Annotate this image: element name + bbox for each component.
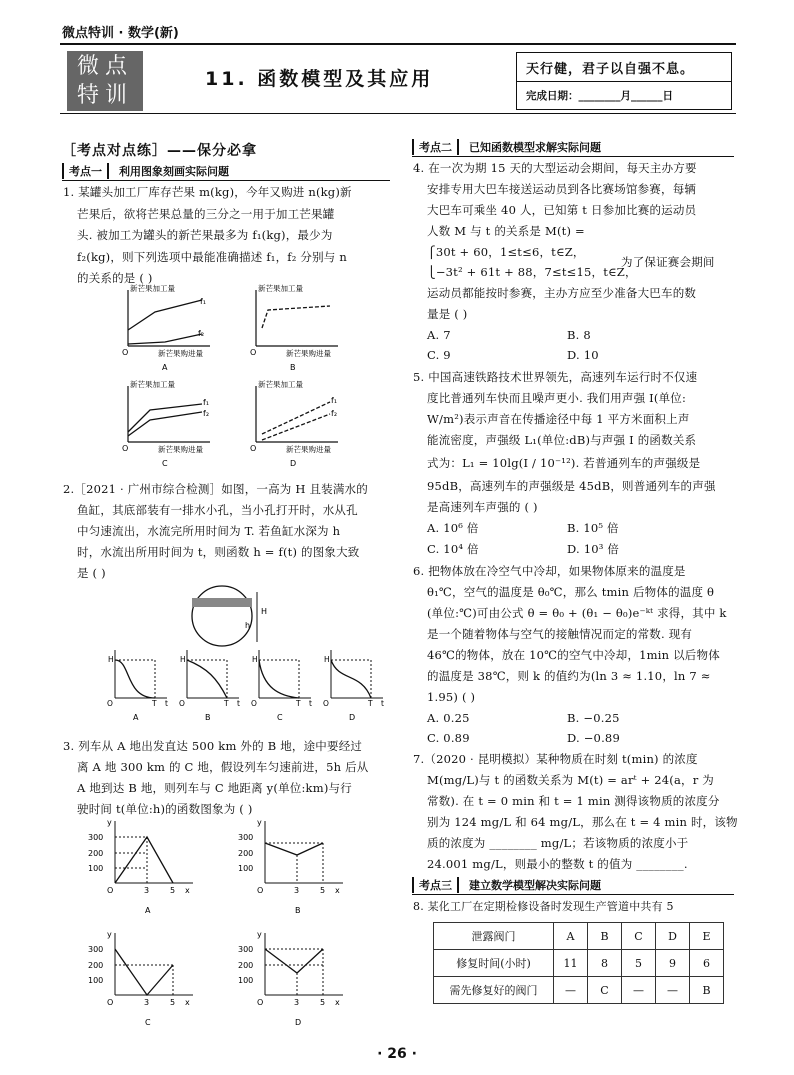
topic-tag: 考点一	[62, 163, 109, 179]
q2a-t: t	[165, 699, 168, 708]
q2-graph-d	[323, 650, 384, 722]
tag-box-line-2: 特训	[76, 83, 133, 108]
table-row	[434, 977, 724, 1004]
q1-graph-d	[250, 379, 338, 468]
q3-graph-b	[238, 818, 343, 915]
q3-figure	[85, 815, 385, 1035]
q5-line: 度比普通列车快而且噪声更小. 我们用声强 I(单位:	[427, 391, 687, 405]
q3d-ytick: 200	[238, 961, 254, 970]
q2-line: 2.［2021 · 广州市综合检测］如图，一高为 H 且装满水的	[63, 482, 368, 496]
q2c-T: T	[296, 699, 301, 708]
q1b-option: B	[290, 363, 296, 372]
q4-piece-2: ⎩−3t² + 61t + 88，7≤t≤15，t∈Z，	[427, 265, 637, 279]
q3a-origin: O	[107, 886, 114, 895]
page-number: · 26 ·	[377, 1046, 417, 1062]
q2b-O: O	[179, 699, 185, 708]
q3a-xlabel: x	[185, 886, 190, 895]
q1c-xlabel: 新芒果购进量	[158, 445, 203, 454]
q6-option: C. 0.89	[427, 731, 470, 745]
q7-line: 质的浓度为 ________ mg/L；若该物质的浓度小于	[427, 836, 689, 850]
q3-line: 3. 列车从 A 地出发直达 500 km 外的 B 地，途中要经过	[63, 739, 363, 753]
q2d-O: O	[323, 699, 329, 708]
q3d-ytick: 300	[238, 945, 254, 954]
topic-1-rule	[62, 180, 390, 181]
q6-line: 6. 把物体放在冷空气中冷却，如果物体原来的温度是	[413, 564, 686, 578]
q2a-option: A	[133, 713, 139, 722]
q1-line: 芒果后，欲将芒果总量的三分之一用于加工芒果罐	[77, 207, 335, 221]
q3b-ytick: 100	[238, 864, 254, 873]
q3b-ytick: 200	[238, 849, 254, 858]
topic-2-heading	[412, 139, 601, 155]
q3c-ylabel: y	[107, 930, 112, 939]
q5-option: C. 10⁴ 倍	[427, 542, 479, 556]
q1-graph-a	[122, 283, 210, 372]
q1d-xlabel: 新芒果购进量	[286, 445, 331, 454]
table-cell: A	[554, 923, 588, 950]
table-cell: 9	[656, 950, 690, 977]
q4-line: 运动员都能按时参赛，主办方应至少准备大巴车的数	[427, 286, 697, 300]
q1b-ylabel: 新芒果加工量	[258, 284, 303, 293]
q3a-xtick: 5	[170, 886, 176, 895]
q4-line: 人数 M 与 t 的关系是 M(t) =	[427, 224, 585, 238]
q3d-xlabel: x	[335, 998, 340, 1007]
q5-option: A. 10⁶ 倍	[427, 521, 479, 535]
q2a-H: H	[108, 655, 114, 664]
q3-line: 离 A 地 300 km 的 C 地，假设列车匀速前进，5h 后从	[77, 760, 369, 774]
table-cell: B	[588, 923, 622, 950]
q7-line: M(mg/L)与 t 的函数关系为 M(t) = arᵗ + 24(a，r 为	[427, 773, 714, 787]
motto: 天行健，君子以自强不息。	[526, 62, 695, 77]
table-cell: B	[690, 977, 724, 1004]
q4-option: A. 7	[427, 328, 451, 342]
q3c-ytick: 200	[88, 961, 104, 970]
topic-3-rule	[412, 894, 734, 895]
q2d-t: t	[381, 699, 384, 708]
q2-graph-a	[107, 650, 168, 722]
q3d-xtick: 5	[320, 998, 326, 1007]
q1-line: 头. 被加工为罐头的新芒果最多为 f₁(kg)，最少为	[77, 228, 333, 242]
q3d-ytick: 100	[238, 976, 254, 985]
q3a-ytick: 100	[88, 864, 104, 873]
q5-line: 5. 中国高速铁路技术世界领先，高速列车运行时不仅速	[413, 370, 698, 384]
q2c-option: C	[277, 713, 283, 722]
q1d-ylabel: 新芒果加工量	[258, 380, 303, 389]
table-cell: 修复时间(小时)	[434, 950, 554, 977]
q2b-H: H	[180, 655, 186, 664]
q2c-H: H	[252, 655, 258, 664]
fish-tank	[192, 586, 267, 646]
q1b-origin: O	[250, 348, 257, 357]
q2b-option: B	[205, 713, 211, 722]
q7-line: 别为 124 mg/L 和 64 mg/L，那么在 t = 4 min 时，该物	[427, 815, 738, 829]
q4-line: 大巴车可乘坐 40 人，已知第 t 日参加比赛的运动员	[427, 203, 697, 217]
q3c-xlabel: x	[185, 998, 190, 1007]
header-bottom-rule	[60, 113, 736, 114]
q3b-origin: O	[257, 886, 264, 895]
q2d-T: T	[368, 699, 373, 708]
table-cell: C	[588, 977, 622, 1004]
q2b-t: t	[237, 699, 240, 708]
q1a-f1: f₁	[200, 297, 207, 306]
q6-option: B. −0.25	[567, 711, 620, 725]
q1-graph-c	[122, 379, 210, 468]
q6-line: θ₁℃，空气的温度是 θ₀℃，那么 tmin 后物体的温度 θ	[427, 585, 715, 599]
q6-line: 1.95) ( )	[427, 690, 476, 704]
q1a-option: A	[162, 363, 168, 372]
q4-line: 4. 在一次为期 15 天的大型运动会期间，每天主办方要	[413, 161, 697, 175]
header-rule	[60, 43, 736, 45]
q1c-f1: f₁	[203, 398, 210, 407]
q4-option: D. 10	[567, 348, 599, 362]
q4-option: C. 9	[427, 348, 451, 362]
q3d-option: D	[295, 1018, 302, 1027]
q3c-origin: O	[107, 998, 114, 1007]
q5-option: B. 10⁵ 倍	[567, 521, 619, 535]
q1c-option: C	[162, 459, 168, 468]
q1c-f2: f₂	[203, 409, 210, 418]
q3b-xtick: 3	[294, 886, 300, 895]
q3b-ytick: 300	[238, 833, 254, 842]
table-cell: —	[622, 977, 656, 1004]
q1d-f1: f₁	[331, 396, 338, 405]
q3-graph-c	[88, 930, 193, 1027]
q3-line: A 地到达 B 地，则列车与 C 地距离 y(单位:km)与行	[77, 781, 352, 795]
table-cell: —	[554, 977, 588, 1004]
q3-line: 驶时间 t(单位:h)的函数图象为 ( )	[77, 802, 253, 816]
q3-graph-d	[238, 930, 343, 1027]
q2-line: 鱼缸，其底部装有一排水小孔，当小孔打开时，水从孔	[77, 503, 358, 517]
topic-2-rule	[412, 156, 734, 157]
q7-line: 24.001 mg/L，则最小的整数 t 的值为 ________.	[427, 857, 688, 871]
q2d-H: H	[324, 655, 330, 664]
q6-line: 的温度是 38℃，则 k 的值约为(ln 3 ≈ 1.10，ln 7 ≈	[427, 669, 711, 683]
q7-line: 7.（2020 · 昆明模拟）某种物质在时刻 t(min) 的浓度	[413, 752, 698, 766]
q1c-ylabel: 新芒果加工量	[130, 380, 175, 389]
q1-line: 的关系的是 ( )	[77, 271, 153, 285]
q4-option: B. 8	[567, 328, 591, 342]
q6-line: 46℃的物体，放在 10℃的空气中冷却，1min 以后物体	[427, 648, 720, 662]
q3-graph-a	[88, 818, 193, 915]
q2-h-label: h	[245, 621, 251, 630]
completion-date: 完成日期：________月______日	[526, 90, 673, 102]
q8-line: 8. 某化工厂在定期检修设备时发现生产管道中共有 5	[413, 900, 674, 913]
topic-title: 建立数学模型解决实际问题	[469, 879, 601, 892]
q3a-ytick: 300	[88, 833, 104, 842]
motto-divider	[516, 81, 732, 82]
q3c-ytick: 100	[88, 976, 104, 985]
q1b-xlabel: 新芒果购进量	[286, 349, 331, 358]
q5-line: 是高速列车声强的 ( )	[427, 500, 538, 514]
q2a-T: T	[152, 699, 157, 708]
q3c-xtick: 5	[170, 998, 176, 1007]
q1d-origin: O	[250, 444, 257, 453]
q3a-ytick: 200	[88, 849, 104, 858]
q5-line: W/m²)表示声音在传播途径中每 1 平方米面积上声	[427, 412, 690, 426]
q3b-option: B	[295, 906, 301, 915]
q6-line: (单位:℃)可由公式 θ = θ₀ + (θ₁ − θ₀)e⁻ᵏᵗ 求得，其中 k	[427, 606, 727, 620]
q2b-T: T	[224, 699, 229, 708]
q3d-origin: O	[257, 998, 264, 1007]
table-cell: C	[622, 923, 656, 950]
q1-line: f₂(kg)，则下列选项中最能准确描述 f₁，f₂ 分别与 n	[77, 250, 347, 264]
q4-line: 为了保证赛会期间	[621, 255, 715, 269]
table-cell: 8	[588, 950, 622, 977]
valve-table	[433, 922, 724, 1004]
q1a-ylabel: 新芒果加工量	[130, 284, 175, 293]
q6-option: A. 0.25	[427, 711, 470, 725]
q2d-option: D	[349, 713, 356, 722]
section-title: ［考点对点练］——保分必拿	[62, 143, 257, 159]
q3c-ytick: 300	[88, 945, 104, 954]
q1-graph-b	[250, 283, 338, 372]
q2-line: 是 ( )	[77, 566, 106, 580]
q5-line: 95dB，高速列车的声强级是 45dB，则普通列车的声强	[427, 479, 716, 493]
q2-figure	[105, 580, 395, 730]
topic-title: 已知函数模型求解实际问题	[469, 141, 601, 154]
q1a-xlabel: 新芒果购进量	[158, 349, 203, 358]
q1a-f2: f₂	[198, 329, 205, 338]
q3d-xtick: 3	[294, 998, 300, 1007]
table-cell: E	[690, 923, 724, 950]
topic-tag: 考点三	[412, 877, 459, 893]
topic-3-heading	[412, 877, 601, 893]
table-cell: 需先修复好的阀门	[434, 977, 554, 1004]
q3c-option: C	[145, 1018, 151, 1027]
q2-line: 中匀速流出，水流完所用时间为 T. 若鱼缸水深为 h	[77, 524, 341, 538]
page-title: 11. 函数模型及其应用	[205, 68, 434, 90]
q1a-origin: O	[122, 348, 129, 357]
q5-line: 式为：L₁ = 10lg(I / 10⁻¹²). 若普通列车的声强级是	[427, 456, 701, 470]
q3c-xtick: 3	[144, 998, 150, 1007]
q3d-ylabel: y	[257, 930, 262, 939]
q6-line: 是一个随着物体与空气的接触情况而定的常数. 现有	[427, 627, 693, 641]
q5-option: D. 10³ 倍	[567, 542, 620, 556]
q3b-xtick: 5	[320, 886, 326, 895]
q1c-origin: O	[122, 444, 129, 453]
table-cell: D	[656, 923, 690, 950]
table-cell: 泄露阀门	[434, 923, 554, 950]
q4-line: 安排专用大巴车接送运动员到各比赛场馆参赛，每辆	[427, 182, 697, 196]
q1-figure	[110, 282, 360, 468]
q2-H-label: H	[261, 607, 268, 616]
q1-line: 1. 某罐头加工厂库存芒果 m(kg)，今年又购进 n(kg)新	[63, 185, 352, 199]
table-row	[434, 923, 724, 950]
table-cell: 11	[554, 950, 588, 977]
table-cell: —	[656, 977, 690, 1004]
q2-graph-b	[179, 650, 240, 722]
q2-line: 时，水流出所用时间为 t，则函数 h = f(t) 的图象大致	[77, 545, 360, 559]
q4-piece-1: ⎧30t + 60，1≤t≤6，t∈Z，	[427, 245, 585, 259]
table-cell: 6	[690, 950, 724, 977]
topic-title: 利用图象刻画实际问题	[119, 165, 229, 178]
table-row	[434, 950, 724, 977]
topic-1-heading	[62, 163, 229, 179]
tag-box-line-1: 微点	[76, 54, 133, 79]
q5-line: 能流密度，声强级 L₁(单位:dB)与声强 I 的函数关系	[427, 433, 697, 447]
q7-line: 常数). 在 t = 0 min 和 t = 1 min 测得该物质的浓度分	[427, 794, 720, 808]
q1d-option: D	[290, 459, 297, 468]
q6-option: D. −0.89	[567, 731, 620, 745]
q3a-option: A	[145, 906, 151, 915]
table-cell: 5	[622, 950, 656, 977]
q1d-f2: f₂	[331, 409, 338, 418]
q2c-t: t	[309, 699, 312, 708]
q3b-xlabel: x	[335, 886, 340, 895]
q3a-xtick: 3	[144, 886, 150, 895]
q2-graph-c	[251, 650, 312, 722]
running-title: 微点特训 · 数学(新)	[62, 26, 179, 41]
q4-line: 量是 ( )	[427, 307, 468, 321]
q3a-ylabel: y	[107, 818, 112, 827]
topic-tag: 考点二	[412, 139, 459, 155]
tag-box	[67, 51, 143, 111]
q2c-O: O	[251, 699, 257, 708]
q3b-ylabel: y	[257, 818, 262, 827]
q2a-O: O	[107, 699, 113, 708]
